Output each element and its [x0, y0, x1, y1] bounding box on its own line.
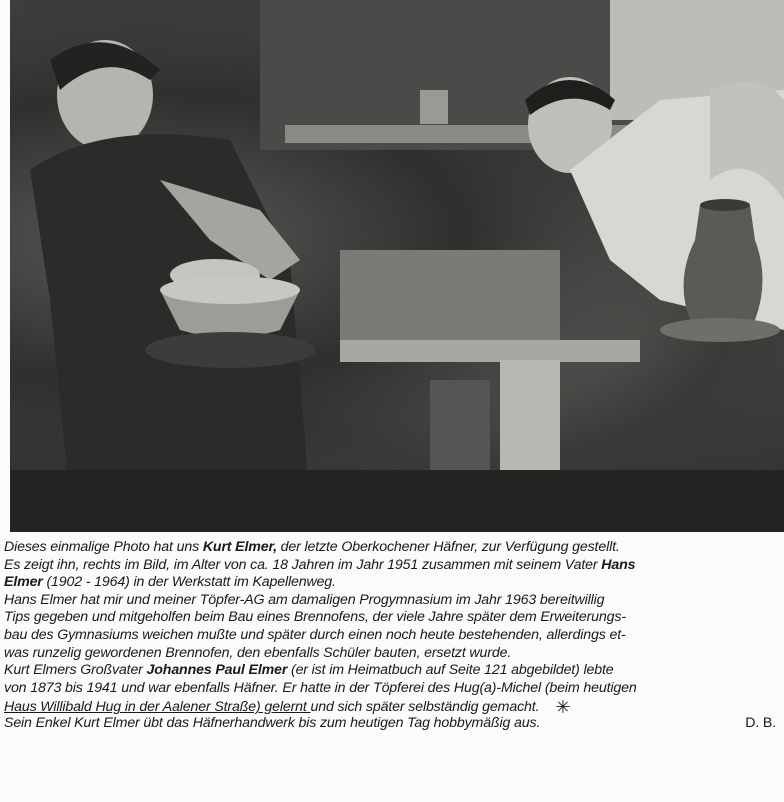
author-signature: D. B.	[745, 714, 776, 731]
caption-text: (1902 - 1964) in der Werkstatt im Kapellenweg.	[42, 574, 336, 591]
caption-line	[4, 697, 776, 718]
caption-name-bold: Elmer	[4, 574, 43, 591]
caption-underlined-text: Haus Willibald Hug in der Aalener Straße)	[4, 699, 261, 716]
caption-name-bold: Hans	[601, 556, 636, 573]
caption-line	[4, 574, 776, 592]
caption-text: und sich später selbständig gemacht.	[310, 699, 540, 716]
photo-illustration	[10, 0, 784, 532]
caption-text: Kurt Elmers Großvater	[4, 662, 147, 679]
caption-line: was runzelig gewordenen Brennofen, den ebenfalls Schüler bauten, ersetzt wurde.	[4, 644, 512, 661]
asterisk-mark-icon: ✳	[555, 697, 571, 718]
caption-text: (er ist im Heimatbuch auf Seite 121 abgebildet) lebte	[287, 662, 614, 679]
caption-line: Tips gegeben und mitgeholfen beim Bau eines Brennofens, der viele Jahre später dem Erweiterungs-	[4, 609, 626, 626]
caption-name-bold: Johannes Paul Elmer	[146, 662, 288, 679]
caption-name-bold: Kurt Elmer,	[202, 539, 277, 555]
caption-line: Hans Elmer hat mir und meiner Töpfer-AG am damaligen Progymnasium im Jahr 1963 bereitwillig	[4, 591, 605, 608]
caption-line	[4, 715, 776, 733]
caption-line: von 1873 bis 1941 und war ebenfalls Häfner. Er hatte in der Töpferei des Hug(a)-Michel (beim heutigen	[4, 679, 637, 696]
historical-photo	[10, 0, 784, 532]
caption-line	[4, 557, 776, 575]
caption-line	[4, 539, 776, 557]
caption-line: bau des Gymnasiums weichen mußte und später durch einen noch heute bestehenden, allerdings et-	[4, 626, 626, 643]
caption-line	[4, 662, 776, 680]
caption-text: Sein Enkel Kurt Elmer übt das Häfnerhandwerk bis zum heutigen Tag hobbymäßig aus.	[4, 714, 541, 731]
caption-text: Es zeigt ihn, rechts im Bild, im Alter von ca. 18 Jahren im Jahr 1951 zusammen mit seinem Vater	[4, 556, 602, 573]
caption-underlined-text: gelernt	[260, 699, 311, 716]
photo-caption	[4, 539, 776, 733]
caption-text: Dieses einmalige Photo hat uns	[4, 539, 203, 555]
caption-text: der letzte Oberkochener Häfner, zur Verfügung gestellt.	[276, 539, 620, 555]
